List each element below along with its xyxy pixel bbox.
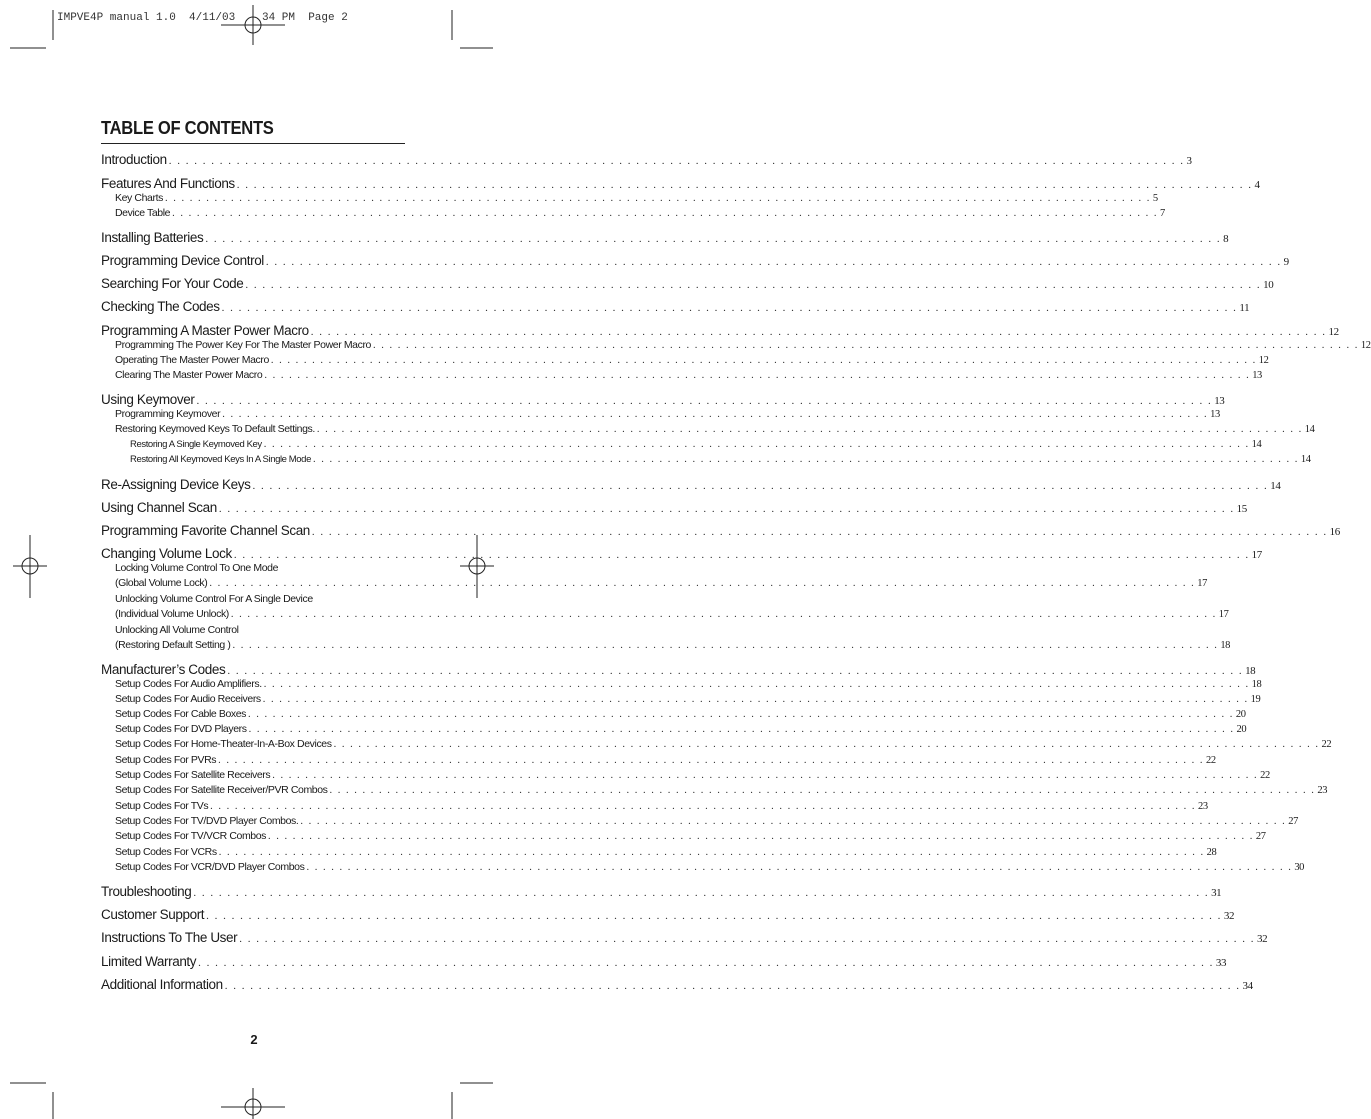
dot-leader: . . . . . . . . . . . . . . . . . . . . . . . . . . . . . . . . . . . . . . . . . . . . . . . . . . . . . . . . . . . . . . . . . . . . . . . . . . . . . . . . . . . . . . . . . . . . . . . . . . . . . . . . . . . . . . . . . . . . . . . . (168, 155, 1185, 167)
slug-text: IMPVE4P manual 1.0 4/11/03 (57, 12, 249, 24)
toc-entry-title: Setup Codes For Satellite Receiver/PVR Combos (115, 784, 328, 796)
toc-entry-page: 32 (1256, 933, 1268, 945)
toc-entry (101, 577, 1207, 589)
toc-entry-page: 17 (1197, 578, 1207, 589)
toc-entry-page: 18 (1220, 640, 1231, 651)
toc-entry-title: Programming Keymover (115, 408, 221, 420)
toc-entry-title: Setup Codes For Audio Amplifiers. (115, 678, 262, 690)
dot-leader: . . . . . . . . . . . . . . . . . . . . . . . . . . . . . . . . . . . . . . . . . . . . . . . . . . . . . . . . . . . . . . . . . . . . . . . . . . . . . . . . . . . . . . . . . . . . . . . . . . . . . . . . . . . . . . . . . . . . . . . . (265, 256, 1282, 268)
toc-entry (101, 369, 1262, 381)
dot-leader: . . . . . . . . . . . . . . . . . . . . . . . . . . . . . . . . . . . . . . . . . . . . . . . . . . . . . . . . . . . . . . . . . . . . . . . . . . . . . . . . . . . . . . . . . . . . . . . . . . . . . . . . . . . . . . . . . . . . . . . . (232, 640, 1219, 651)
toc-entry (101, 392, 1225, 407)
toc-entry-page: 12 (1328, 326, 1339, 338)
toc-entry (101, 693, 1261, 705)
toc-entry-title: Operating The Master Power Macro (115, 354, 269, 366)
toc-entry (101, 339, 1371, 351)
toc-entry-page: 16 (1329, 526, 1340, 538)
dot-leader: . . . . . . . . . . . . . . . . . . . . . . . . . . . . . . . . . . . . . . . . . . . . . . . . . . . . . . . . . . . . . . . . . . . . . . . . . . . . . . . . . . . . . . . . . . . . . . . . . . . . . . . . . . . . . . . . . . . . . . . . (270, 355, 1257, 366)
toc-entry (101, 207, 1165, 219)
dot-leader: . . . . . . . . . . . . . . . . . . . . . . . . . . . . . . . . . . . . . . . . . . . . . . . . . . . . . . . . . . . . . . . . . . . . . . . . . . . . . . . . . . . . . . . . . . . . . . . . . . . . . . . . . . . . . . . . . . . . . . . . (373, 340, 1359, 351)
toc-entry-title: Using Channel Scan (101, 500, 217, 515)
dot-leader: . . . . . . . . . . . . . . . . . . . . . . . . . . . . . . . . . . . . . . . . . . . . . . . . . . . . . . . . . . . . . . . . . . . . . . . . . . . . . . . . . . . . . . . . . . . . . . . . . . . . . . . . . . . . . . . . . . . . . . . . (272, 770, 1259, 781)
toc-entry-page: 12 (1258, 355, 1269, 366)
toc-entry-page: 5 (1152, 193, 1158, 204)
dot-leader: . . . . . . . . . . . . . . . . . . . . . . . . . . . . . . . . . . . . . . . . . . . . . . . . . . . . . . . . . . . . . . . . . . . . . . . . . . . . . . . . . . . . . . . . . . . . . . . . . . . . . . . . . . . . . . . . . . . . . . . . (206, 910, 1222, 922)
dot-leader: . . . . . . . . . . . . . . . . . . . . . . . . . . . . . . . . . . . . . . . . . . . . . . . . . . . . . . . . . . . . . . . . . . . . . . . . . . . . . . . . . . . . . . . . . . . . . . . . . . . . . . . . . . . . . . . . . . . . . . . . (172, 208, 1158, 219)
dot-leader: . . . . . . . . . . . . . . . . . . . . . . . . . . . . . . . . . . . . . . . . . . . . . . . . . . . . . . . . . . . . . . . . . . . . . . . . . . . . . . . . . . . . . . . . . . . . . . . . . . . . . . . . . . . . . . . . . . . . . . . . (239, 933, 1255, 945)
toc-entry (101, 954, 1227, 969)
toc-entry-title: Setup Codes For TV/VCR Combos (115, 830, 267, 842)
dot-leader: . . . . . . . . . . . . . . . . . . . . . . . . . . . . . . . . . . . . . . . . . . . . . . . . . . . . . . . . . . . . . . . . . . . . . . . . . . . . . . . . . . . . . . . . . . . . . . . . . . . . . . . . . . . . . . . . . . . . . . . . (205, 233, 1222, 245)
toc-entry-title: Key Charts (115, 192, 163, 204)
toc-entry (101, 977, 1253, 992)
registration-mark-top (221, 5, 285, 45)
toc-entry-page: 7 (1160, 208, 1165, 219)
dot-leader: . . . . . . . . . . . . . . . . . . . . . . . . . . . . . . . . . . . . . . . . . . . . . . . . . . . . . . . . . . . . . . . . . . . . . . . . . . . . . . . . . . . . . . . . . . . . . . . . . . . . . . . . . . . . . . . . . . . . . . . . (311, 526, 1328, 538)
toc-entry-page: 14 (1300, 454, 1311, 465)
toc-entry-page: 27 (1288, 816, 1298, 827)
toc-entry-page: 18 (1245, 665, 1256, 677)
toc-entry (101, 678, 1262, 690)
toc-entry-page: 20 (1236, 724, 1247, 735)
toc-entry-title: (Global Volume Lock) (115, 577, 208, 589)
toc-entry (101, 708, 1246, 720)
toc-entry-title: Instructions To The User (101, 930, 238, 945)
dot-leader: . . . . . . . . . . . . . . . . . . . . . . . . . . . . . . . . . . . . . . . . . . . . . . . . . . . . . . . . . . . . . . . . . . . . . . . . . . . . . . . . . . . . . . . . . . . . . . . . . . . . . . . . . . . . . . . . . . . . . . . . (218, 503, 1235, 515)
toc-entry (101, 784, 1328, 796)
toc-entry-title: Manufacturer’s Codes (101, 662, 226, 677)
dot-leader: . . . . . . . . . . . . . . . . . . . . . . . . . . . . . . . . . . . . . . . . . . . . . . . . . . . . . . . . . . . . . . . . . . . . . . . . . . . . . . . . . . . . . . . . . . . . . . . . . . . . . . . . . . . . . . . . . . . . . . . . (329, 785, 1316, 796)
toc-entry-title: Limited Warranty (101, 954, 197, 969)
dot-leader: . . . . . . . . . . . . . . . . . . . . . . . . . . . . . . . . . . . . . . . . . . . . . . . . . . . . . . . . . . . . . . . . . . . . . . . . . . . . . . . . . . . . . . . . . . . . . . . . . . . . . . . . . . . . . . . . . . . . . . . . (248, 724, 1235, 735)
dot-leader: . . . . . . . . . . . . . . . . . . . . . . . . . . . . . . . . . . . . . . . . . . . . . . . . . . . . . . . . . . . . . . . . . . . . . . . . . . . . . . . . . . . . . . . . . . . . . . . . . . . . . . . . . . . . . . . . . . . . . . . . (233, 549, 1250, 561)
toc-entry-page: 15 (1236, 503, 1247, 515)
toc-entry-page: 11 (1239, 302, 1250, 314)
registration-mark-bottom (221, 1088, 285, 1119)
toc-entry-title: Customer Support (101, 907, 205, 922)
dot-leader: . . . . . . . . . . . . . . . . . . . . . . . . . . . . . . . . . . . . . . . . . . . . . . . . . . . . . . . . . . . . . . . . . . . . . . . . . . . . . . . . . . . . . . . . . . . . . . . . . . . . . . . . . . . . . . . . . . . . . . . . (236, 179, 1253, 191)
toc-entry-title: Clearing The Master Power Macro (115, 369, 263, 381)
toc-entry (101, 192, 1158, 204)
toc-entry-title: Introduction (101, 152, 167, 167)
toc-entry (101, 639, 1231, 651)
toc-entry-title: Checking The Codes (101, 299, 220, 314)
toc-entry-title: Troubleshooting (101, 884, 192, 899)
toc-entry (101, 861, 1305, 873)
toc-entry-page: 14 (1304, 424, 1315, 435)
toc-entry-page: 9 (1283, 256, 1289, 268)
toc-entry-page: 23 (1198, 801, 1208, 812)
toc-entry (101, 662, 1256, 677)
toc-entry (101, 176, 1260, 191)
toc-heading: TABLE OF CONTENTS (101, 118, 274, 138)
registration-mark-left (13, 535, 47, 598)
toc-entry-title: Programming The Power Key For The Master Power Macro (115, 339, 371, 351)
dot-leader: . . . . . . . . . . . . . . . . . . . . . . . . . . . . . . . . . . . . . . . . . . . . . . . . . . . . . . . . . . . . . . . . . . . . . . . . . . . . . . . . . . . . . . . . . . . . . . . . . . . . . . . . . . . . . . . . . . . . . . . . (224, 980, 1241, 992)
toc-entry (101, 253, 1289, 268)
toc-entry (101, 830, 1266, 842)
toc-entry (101, 723, 1247, 735)
toc-entry-title: Using Keymover (101, 392, 195, 407)
toc-entry-page: 33 (1215, 957, 1227, 969)
toc-entry (101, 846, 1217, 858)
toc-entry-page: 13 (1214, 395, 1225, 407)
toc-entry-lead: Unlocking Volume Control For A Single Device (115, 593, 313, 605)
toc-entry-title: Programming Device Control (101, 253, 264, 268)
toc-entry-title: Setup Codes For VCR/DVD Player Combos (115, 861, 305, 873)
printer-slug-line-end: 34 PM Page 2 (262, 12, 348, 24)
dot-leader: . . . . . . . . . . . . . . . . . . . . . . . . . . . . . . . . . . . . . . . . . . . . . . . . . . . . . . . . . . . . . . . . . . . . . . . . . . . . . . . . . . . . . . . . . . . . . . . . . . . . . . . . . . . . . . . . . . . . . . . . (300, 816, 1287, 827)
toc-entry-title: Setup Codes For Cable Boxes (115, 708, 247, 720)
toc-entry-title: Changing Volume Lock (101, 546, 232, 561)
toc-entry-page: 4 (1254, 179, 1260, 191)
toc-entry (101, 884, 1222, 899)
toc-entry-page: 19 (1250, 694, 1261, 705)
toc-entry-page: 3 (1186, 155, 1192, 167)
dot-leader: . . . . . . . . . . . . . . . . . . . . . . . . . . . . . . . . . . . . . . . . . . . . . . . . . . . . . . . . . . . . . . . . . . . . . . . . . . . . . . . . . . . . . . . . . . . . . . . . . . . . . . . . . . . . . . . . . . . . . . . . (209, 578, 1196, 589)
toc-entry-page: 8 (1223, 233, 1229, 245)
dot-leader: . . . . . . . . . . . . . . . . . . . . . . . . . . . . . . . . . . . . . . . . . . . . . . . . . . . . . . . . . . . . . . . . . . . . . . . . . . . . . . . . . . . . . . . . . . . . . . . . . . . . . . . . . . . . . . . . . . . . . . . . (310, 326, 1327, 338)
toc-entry-page: 27 (1255, 831, 1266, 842)
toc-entry-page: 10 (1263, 279, 1274, 291)
dot-leader: . . . . . . . . . . . . . . . . . . . . . . . . . . . . . . . . . . . . . . . . . . . . . . . . . . . . . . . . . . . . . . . . . . . . . . . . . . . . . . . . . . . . . . . . . . . . . . . . . . . . . . . . . . . . . . . . . . . . . . . . (218, 847, 1205, 858)
toc-entry-title: Setup Codes For Audio Receivers (115, 693, 261, 705)
toc-entry (101, 815, 1298, 827)
toc-entry-title: Re-Assigning Device Keys (101, 477, 251, 492)
dot-leader: . . . . . . . . . . . . . . . . . . . . . . . . . . . . . . . . . . . . . . . . . . . . . . . . . . . . . . . . . . . . . . . . . . . . . . . . . . . . . . . . . . . . . . . . . . . . . . . . . . . . . . . . . . . . . . . . . . . . . . . . (252, 480, 1269, 492)
toc-entry (101, 477, 1281, 492)
toc-entry (101, 608, 1229, 620)
toc-entry (101, 439, 1262, 450)
dot-leader: . . . . . . . . . . . . . . . . . . . . . . . . . . . . . . . . . . . . . . . . . . . . . . . . . . . . . . . . . . . . . . . . . . . . . . . . . . . . . . . . . . . . . . . . . . . . . . . . . . . . . . . . . . . . . . . . . . . . . . . . (333, 739, 1320, 750)
toc-entry-title: Setup Codes For VCRs (115, 846, 217, 858)
toc-entry-lead: Unlocking All Volume Control (115, 624, 239, 636)
toc-entry-title: Programming Favorite Channel Scan (101, 523, 310, 538)
dot-leader: . . . . . . . . . . . . . . . . . . . . . . . . . . . . . . . . . . . . . . . . . . . . . . . . . . . . . . . . . . . . . . . . . . . . . . . . . . . . . . . . . . . . . . . . . . . . . . . . . . . . . . . . . . . . . . . . . . . . . . . . (263, 679, 1250, 690)
toc-entry-page: 30 (1294, 862, 1305, 873)
toc-entry (101, 408, 1220, 420)
toc-entry (101, 299, 1250, 314)
toc-entry-title: Setup Codes For TV/DVD Player Combos. (115, 815, 299, 827)
toc-entry-title: (Individual Volume Unlock) (115, 608, 229, 620)
toc-entry-page: 28 (1206, 847, 1217, 858)
dot-leader: . . . . . . . . . . . . . . . . . . . . . . . . . . . . . . . . . . . . . . . . . . . . . . . . . . . . . . . . . . . . . . . . . . . . . . . . . . . . . . . . . . . . . . . . . . . . . . . . . . . . . . . . . . . . . . . . . . . . . . . . (218, 755, 1205, 766)
dot-leader: . . . . . . . . . . . . . . . . . . . . . . . . . . . . . . . . . . . . . . . . . . . . . . . . . . . . . . . . . . . . . . . . . . . . . . . . . . . . . . . . . . . . . . . . . . . . . . . . . . . . . . . . . . . . . . . . . . . . . . . . (221, 302, 1238, 314)
toc-entry-title: (Restoring Default Setting ) (115, 639, 231, 651)
toc-entry-page: 22 (1321, 739, 1332, 750)
toc-entry (101, 769, 1270, 781)
dot-leader: . . . . . . . . . . . . . . . . . . . . . . . . . . . . . . . . . . . . . . . . . . . . . . . . . . . . . . . . . . . . . . . . . . . . . . . . . . . . . . . . . . . . . . . . . . . . . . . . . . . . . . . . . . . . . . . . . . . . . . . . (312, 454, 1299, 465)
toc-entry-page: 31 (1211, 887, 1222, 899)
toc-entry-page: 18 (1251, 679, 1262, 690)
toc-entry-page: 14 (1251, 439, 1262, 450)
dot-leader: . . . . . . . . . . . . . . . . . . . . . . . . . . . . . . . . . . . . . . . . . . . . . . . . . . . . . . . . . . . . . . . . . . . . . . . . . . . . . . . . . . . . . . . . . . . . . . . . . . . . . . . . . . . . . . . . . . . . . . . . (316, 424, 1303, 435)
toc-entry-page: 13 (1210, 409, 1220, 420)
toc-entry-title: Setup Codes For Home-Theater-In-A-Box Devices (115, 738, 332, 750)
toc-entry (101, 276, 1274, 291)
toc-entry (101, 323, 1339, 338)
toc-entry-lead: Locking Volume Control To One Mode (115, 562, 279, 574)
dot-leader: . . . . . . . . . . . . . . . . . . . . . . . . . . . . . . . . . . . . . . . . . . . . . . . . . . . . . . . . . . . . . . . . . . . . . . . . . . . . . . . . . . . . . . . . . . . . . . . . . . . . . . . . . . . . . . . . . . . . . . . . (227, 665, 1244, 677)
toc-entry-page: 17 (1218, 609, 1229, 620)
dot-leader: . . . . . . . . . . . . . . . . . . . . . . . . . . . . . . . . . . . . . . . . . . . . . . . . . . . . . . . . . . . . . . . . . . . . . . . . . . . . . . . . . . . . . . . . . . . . . . . . . . . . . . . . . . . . . . . . . . . . . . . . (264, 370, 1251, 381)
toc-entry (101, 800, 1208, 812)
toc-entry-page: 17 (1251, 549, 1262, 561)
dot-leader: . . . . . . . . . . . . . . . . . . . . . . . . . . . . . . . . . . . . . . . . . . . . . . . . . . . . . . . . . . . . . . . . . . . . . . . . . . . . . . . . . . . . . . . . . . . . . . . . . . . . . . . . . . . . . . . . . . . . . . . . (263, 439, 1250, 450)
dot-leader: . . . . . . . . . . . . . . . . . . . . . . . . . . . . . . . . . . . . . . . . . . . . . . . . . . . . . . . . . . . . . . . . . . . . . . . . . . . . . . . . . . . . . . . . . . . . . . . . . . . . . . . . . . . . . . . . . . . . . . . . (164, 193, 1151, 204)
toc-entry-page: 13 (1252, 370, 1262, 381)
toc-entry (101, 738, 1332, 750)
dot-leader: . . . . . . . . . . . . . . . . . . . . . . . . . . . . . . . . . . . . . . . . . . . . . . . . . . . . . . . . . . . . . . . . . . . . . . . . . . . . . . . . . . . . . . . . . . . . . . . . . . . . . . . . . . . . . . . . . . . . . . . . (222, 409, 1209, 420)
dot-leader: . . . . . . . . . . . . . . . . . . . . . . . . . . . . . . . . . . . . . . . . . . . . . . . . . . . . . . . . . . . . . . . . . . . . . . . . . . . . . . . . . . . . . . . . . . . . . . . . . . . . . . . . . . . . . . . . . . . . . . . . (268, 831, 1254, 842)
toc-entry-title: Setup Codes For DVD Players (115, 723, 247, 735)
toc-entry-page: 22 (1206, 755, 1216, 766)
toc-entry-title: Programming A Master Power Macro (101, 323, 309, 338)
dot-leader: . . . . . . . . . . . . . . . . . . . . . . . . . . . . . . . . . . . . . . . . . . . . . . . . . . . . . . . . . . . . . . . . . . . . . . . . . . . . . . . . . . . . . . . . . . . . . . . . . . . . . . . . . . . . . . . . . . . . . . . . (230, 609, 1217, 620)
toc-entry (101, 152, 1192, 167)
toc-entry-page: 22 (1260, 770, 1270, 781)
toc-entry (101, 230, 1229, 245)
toc-entry-title: Setup Codes For PVRs (115, 754, 217, 766)
toc-entry-title: Restoring Keymoved Keys To Default Settings. (115, 423, 315, 435)
toc-entry (101, 907, 1235, 922)
toc-entry-title: Additional Information (101, 977, 223, 992)
dot-leader: . . . . . . . . . . . . . . . . . . . . . . . . . . . . . . . . . . . . . . . . . . . . . . . . . . . . . . . . . . . . . . . . . . . . . . . . . . . . . . . . . . . . . . . . . . . . . . . . . . . . . . . . . . . . . . . . . . . . . . . . (248, 709, 1234, 720)
toc-entry-page: 23 (1317, 785, 1328, 796)
toc-entry (101, 354, 1269, 366)
dot-leader: . . . . . . . . . . . . . . . . . . . . . . . . . . . . . . . . . . . . . . . . . . . . . . . . . . . . . . . . . . . . . . . . . . . . . . . . . . . . . . . . . . . . . . . . . . . . . . . . . . . . . . . . . . . . . . . . . . . . . . . . (198, 957, 1214, 969)
dot-leader: . . . . . . . . . . . . . . . . . . . . . . . . . . . . . . . . . . . . . . . . . . . . . . . . . . . . . . . . . . . . . . . . . . . . . . . . . . . . . . . . . . . . . . . . . . . . . . . . . . . . . . . . . . . . . . . . . . . . . . . . (210, 801, 1197, 812)
toc-entry (101, 754, 1216, 766)
toc-entry-title: Restoring All Keymoved Keys In A Single Mode (130, 454, 311, 465)
toc-entry-page: 34 (1242, 980, 1253, 992)
toc-entry-page: 20 (1235, 709, 1246, 720)
toc-entry-title: Features And Functions (101, 176, 235, 191)
toc-entry-page: 12 (1360, 340, 1371, 351)
dot-leader: . . . . . . . . . . . . . . . . . . . . . . . . . . . . . . . . . . . . . . . . . . . . . . . . . . . . . . . . . . . . . . . . . . . . . . . . . . . . . . . . . . . . . . . . . . . . . . . . . . . . . . . . . . . . . . . . . . . . . . . . (193, 887, 1210, 899)
toc-entry-title: Device Table (115, 207, 171, 219)
toc-entry-title: Restoring A Single Keymoved Key (130, 439, 262, 450)
toc-entry (101, 546, 1262, 561)
toc-entry (101, 500, 1247, 515)
toc-entry-title: Setup Codes For TVs (115, 800, 209, 812)
toc-entry-page: 32 (1223, 910, 1235, 922)
page-number: 2 (250, 1032, 258, 1047)
toc-entry-page: 14 (1270, 480, 1281, 492)
heading-rule (101, 143, 405, 144)
toc-entry-title: Searching For Your Code (101, 276, 244, 291)
toc-entry-title: Setup Codes For Satellite Receivers (115, 769, 271, 781)
toc-entry (101, 454, 1311, 465)
toc-entry (101, 930, 1268, 945)
dot-leader: . . . . . . . . . . . . . . . . . . . . . . . . . . . . . . . . . . . . . . . . . . . . . . . . . . . . . . . . . . . . . . . . . . . . . . . . . . . . . . . . . . . . . . . . . . . . . . . . . . . . . . . . . . . . . . . . . . . . . . . . (245, 279, 1262, 291)
dot-leader: . . . . . . . . . . . . . . . . . . . . . . . . . . . . . . . . . . . . . . . . . . . . . . . . . . . . . . . . . . . . . . . . . . . . . . . . . . . . . . . . . . . . . . . . . . . . . . . . . . . . . . . . . . . . . . . . . . . . . . . . (196, 395, 1213, 407)
toc-entry (101, 423, 1315, 435)
dot-leader: . . . . . . . . . . . . . . . . . . . . . . . . . . . . . . . . . . . . . . . . . . . . . . . . . . . . . . . . . . . . . . . . . . . . . . . . . . . . . . . . . . . . . . . . . . . . . . . . . . . . . . . . . . . . . . . . . . . . . . . . (306, 862, 1293, 873)
toc-entry-title: Installing Batteries (101, 230, 204, 245)
dot-leader: . . . . . . . . . . . . . . . . . . . . . . . . . . . . . . . . . . . . . . . . . . . . . . . . . . . . . . . . . . . . . . . . . . . . . . . . . . . . . . . . . . . . . . . . . . . . . . . . . . . . . . . . . . . . . . . . . . . . . . . . (262, 694, 1249, 705)
toc-entry (101, 523, 1340, 538)
